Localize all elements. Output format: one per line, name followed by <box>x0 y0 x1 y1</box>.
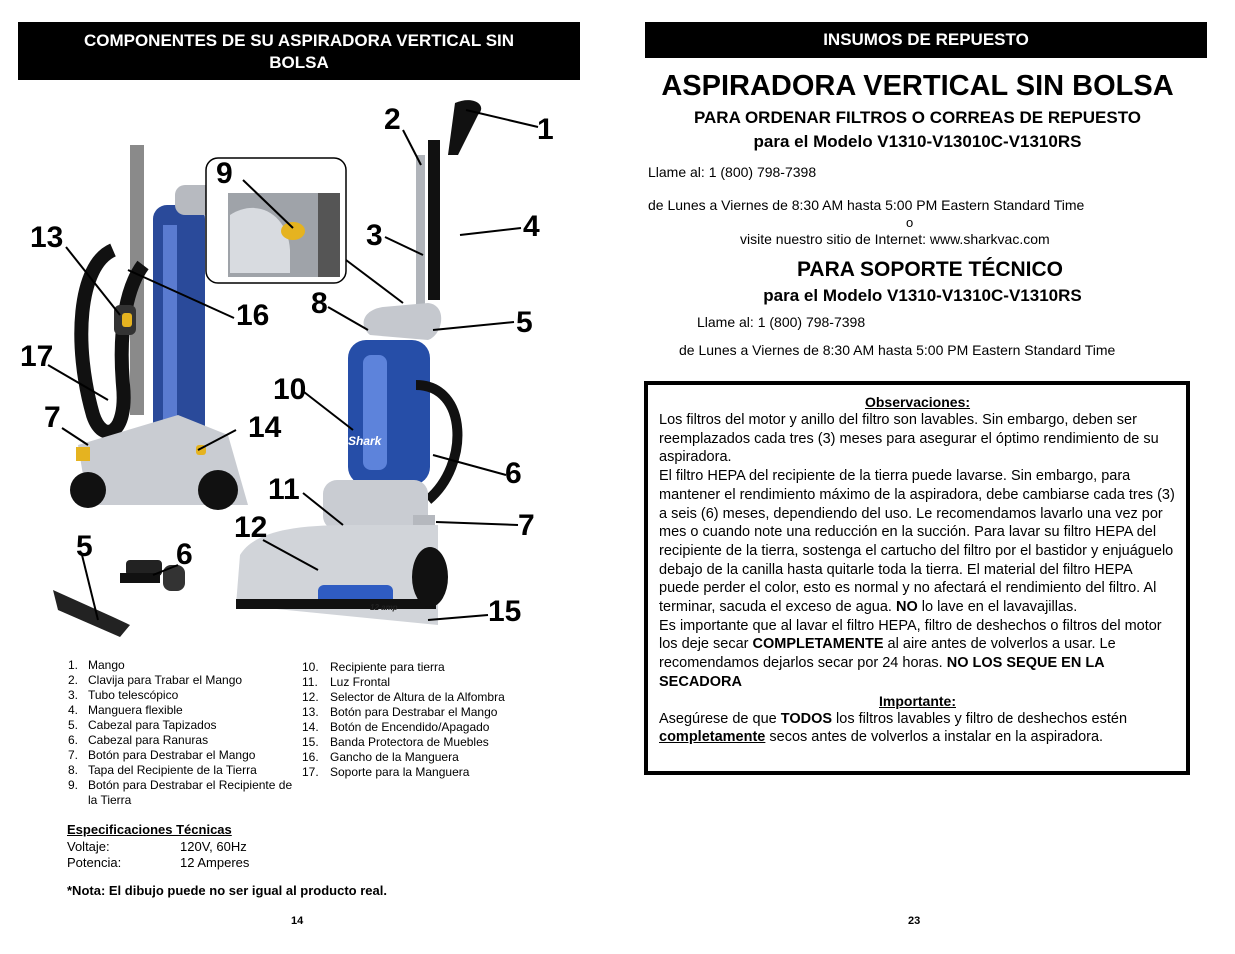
accessory-tools-drawing <box>53 560 185 637</box>
vacuum-diagram <box>18 85 563 655</box>
amp-badge: 12 amp <box>370 603 398 612</box>
page-number-left: 14 <box>291 915 304 927</box>
observations-p4: Asegúrese de que TODOS los filtros lavables y filtro de deshechos estén completamente secos antes de volverlos a instalar en la aspiradora. <box>659 710 1128 746</box>
observations-p3: Es importante que al lavar el filtro HEPA, filtro de deshechos o filtros del motor los deje secar COMPLETAMENTE al aire antes de volverlos a usar. Le recomendamos dejarlos secar por 24 horas. NO LOS SEQUE EN LA SECADORA <box>659 617 1162 690</box>
support-phone: Llame al: 1 (800) 798-7398 <box>697 314 866 330</box>
callout-13: 13 <box>30 221 64 254</box>
callout-10: 10 <box>273 373 307 406</box>
voltage-label: Voltaje: <box>67 838 110 854</box>
power-label: Potencia: <box>67 855 122 870</box>
list-item: 8. Tapa del Recipiente de la Tierra <box>68 763 257 777</box>
order-website: visite nuestro sitio de Internet: www.sharkvac.com <box>740 231 1050 247</box>
list-item: 3. Tubo telescópico <box>68 688 179 702</box>
left-section-header <box>18 22 580 80</box>
support-hours: de Lunes a Viernes de 8:30 AM hasta 5:00 PM Eastern Standard Time <box>679 342 1116 358</box>
drawing-note: *Nota: El dibujo puede no ser igual al producto real. <box>67 883 387 898</box>
observations-p1: Los filtros del motor y anillo del filtro son lavables. Sin embargo, deben ser reemplazados cada tres (3) meses para asegurar el óptimo rendimiento de su aspiradora. <box>659 412 1159 466</box>
order-or: o <box>906 215 914 230</box>
list-item: 6. Cabezal para Ranuras <box>68 733 209 747</box>
callout-6: 6 <box>505 457 522 490</box>
callout-12: 12 <box>234 511 268 544</box>
observations-heading: Observaciones: <box>864 394 971 410</box>
page-number-right: 23 <box>908 915 921 927</box>
support-heading: PARA SOPORTE TÉCNICO <box>796 258 1064 281</box>
callout-6-accessory: 6 <box>176 538 193 571</box>
order-hours: de Lunes a Viernes de 8:30 AM hasta 5:00 PM Eastern Standard Time <box>648 197 1085 213</box>
list-item: 14. Botón de Encendido/Apagado <box>302 720 490 734</box>
observations-p2: El filtro HEPA del recipiente de la tierra puede lavarse. Sin embargo, para mantener el rendimiento máximo de la aspiradora, debe cambiarse cada tres (3) a seis (6) meses, dependiendo del uso. Le recomendamos lavarlo una vez por mes o cuando note una reducción en la succión. Para lavar su filtro HEPA del recipiente de la tierra, sostenga el cartucho del filtro por el bastidor y enjuáguelo debajo de la canilla hasta quitarle toda la tierra. El material del filtro HEPA puede perder el color, esto es normal y no afectará el rendimiento del filtro. Al terminar, sacuda el exceso de agua. NO lo lave en el lavavajillas. <box>659 468 1175 616</box>
right-section-header: INSUMOS DE REPUESTO <box>645 22 1207 58</box>
callout-2: 2 <box>384 103 401 136</box>
specs-row-power <box>67 855 249 872</box>
callout-4: 4 <box>523 210 540 243</box>
left-header-line1: COMPONENTES DE SU ASPIRADORA VERTICAL SIN <box>83 31 515 50</box>
list-item: 17. Soporte para la Manguera <box>302 765 470 779</box>
voltage-value: 120V, 60Hz <box>180 838 247 854</box>
list-item: 1. Mango <box>68 658 125 672</box>
callout-17: 17 <box>20 340 54 373</box>
important-heading: Importante: <box>879 692 956 709</box>
order-heading: PARA ORDENAR FILTROS O CORREAS DE REPUESTO <box>693 108 1142 127</box>
page-title: ASPIRADORA VERTICAL SIN BOLSA <box>661 70 1174 102</box>
technical-specs <box>67 822 249 872</box>
callout-16: 16 <box>236 299 270 332</box>
specs-row-voltage <box>67 839 249 856</box>
list-item: 12. Selector de Altura de la Alfombra <box>302 690 505 704</box>
specs-heading: Especificaciones Técnicas <box>67 822 232 837</box>
list-item: 2. Clavija para Trabar el Mango <box>68 673 243 687</box>
list-item: 11. Luz Frontal <box>302 675 391 689</box>
list-item: 7. Botón para Destrabar el Mango <box>68 748 256 762</box>
parts-list-right <box>302 660 562 780</box>
callout-7: 7 <box>518 509 535 542</box>
list-item: 5. Cabezal para Tapizados <box>68 718 217 732</box>
parts-list-left <box>68 658 298 808</box>
shark-logo: Shark <box>348 434 382 448</box>
callout-15: 15 <box>488 595 522 628</box>
callout-9: 9 <box>216 157 233 190</box>
callout-5: 5 <box>516 306 533 339</box>
list-item: 10. Recipiente para tierra <box>302 660 445 674</box>
list-item: 4. Manguera flexible <box>68 703 183 717</box>
callout-14: 14 <box>248 411 282 444</box>
list-item: 13. Botón para Destrabar el Mango <box>302 705 498 719</box>
left-header-line2: BOLSA <box>269 53 329 72</box>
callout-5-accessory: 5 <box>76 530 93 563</box>
order-model: para el Modelo V1310-V13010C-V1310RS <box>753 132 1082 151</box>
callout-1: 1 <box>537 113 554 146</box>
list-item: 15. Banda Protectora de Muebles <box>302 735 489 749</box>
power-value: 12 Amperes <box>180 855 250 870</box>
list-item: 9. Botón para Destrabar el Recipiente de la Tierra <box>68 778 293 807</box>
support-model: para el Modelo V1310-V1310C-V1310RS <box>763 286 1082 305</box>
callout-11: 11 <box>268 473 300 506</box>
observations-box <box>644 381 1190 775</box>
callout-3: 3 <box>366 219 383 252</box>
callout-7-rear: 7 <box>44 401 61 434</box>
list-item: 16. Gancho de la Manguera <box>302 750 459 764</box>
callout-8: 8 <box>311 287 328 320</box>
order-phone: Llame al: 1 (800) 798-7398 <box>648 164 817 180</box>
vacuum-illustration <box>18 85 563 655</box>
